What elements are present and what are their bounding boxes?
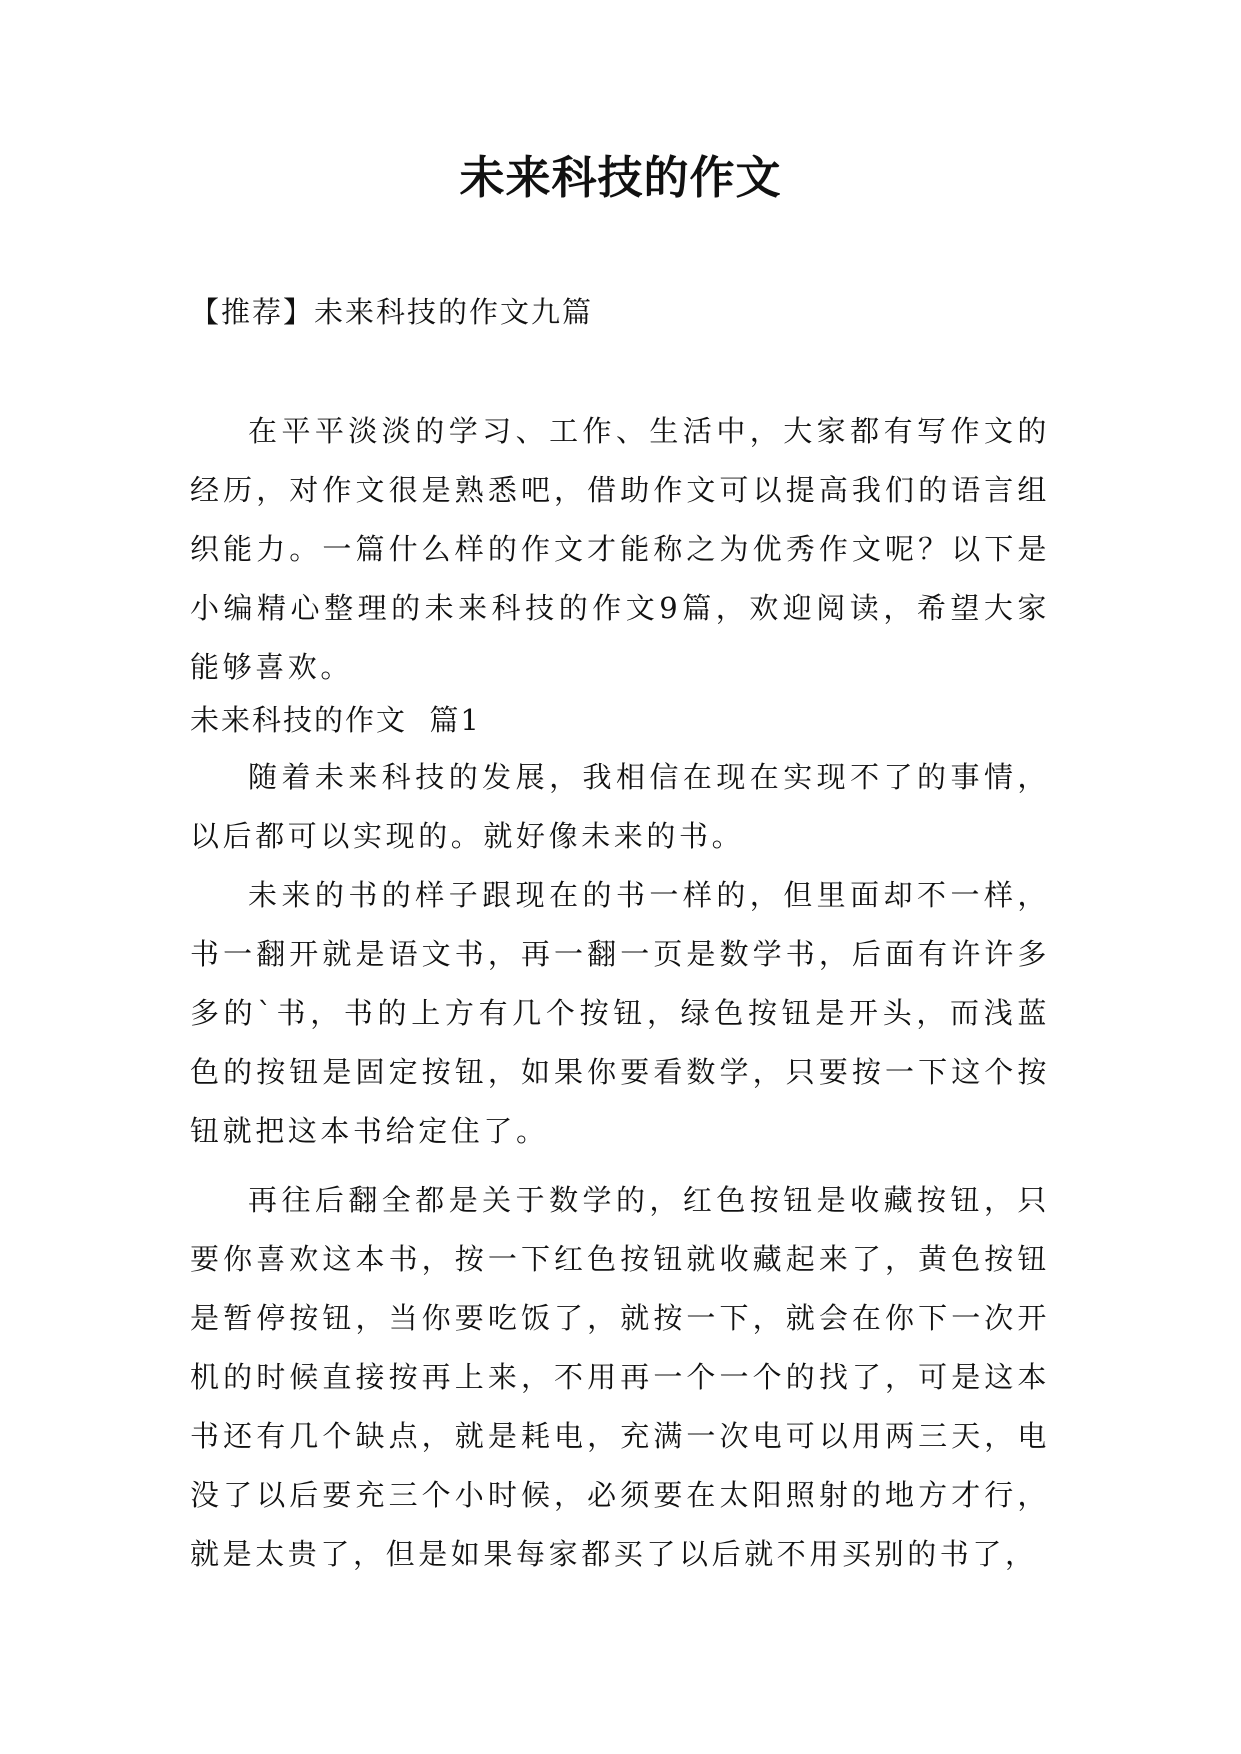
body-paragraph: 再往后翻全都是关于数学的，红色按钮是收藏按钮，只要你喜欢这本书，按一下红色按钮就收藏起来了，黄色按钮是暂停按钮，当你要吃饭了，就按一下，就会在你下一次开机的时候直接按再上来，不用再一个一个的找了，可是这本书还有几个缺点，就是耗电，充满一次电可以用两三天，电没了以后要充三个小时候，必须要在太阳照射的地方才行，就是太贵了，但是如果每家都买了以后就不用买别的书了， <box>190 1183 1050 1571</box>
document-subtitle: 【推荐】未来科技的作文九篇 <box>190 295 594 329</box>
body-paragraph: 未来的书的样子跟现在的书一样的，但里面却不一样，书一翻开就是语文书，再一翻一页是数学书，后面有许许多多的`书，书的上方有几个按钮，绿色按钮是开头，而浅蓝色的按钮是固定按钮，如果你要看数学，只要按一下这个按钮就把这本书给定住了。 <box>190 878 1050 1148</box>
body-paragraph: 随着未来科技的发展，我相信在现在实现不了的事情，以后都可以实现的。就好像未来的书。 <box>190 760 1050 853</box>
story-block <box>190 748 1050 1584</box>
intro-block <box>190 402 1050 697</box>
section-heading: 未来科技的作文 篇1 <box>190 703 481 737</box>
intro-paragraph: 在平平淡淡的学习、工作、生活中，大家都有写作文的经历，对作文很是熟悉吧，借助作文可以提高我们的语言组织能力。一篇什么样的作文才能称之为优秀作文呢？以下是小编精心整理的未来科技的作文9篇，欢迎阅读，希望大家能够喜欢。 <box>190 414 1050 684</box>
document-title: 未来科技的作文 <box>459 151 782 204</box>
